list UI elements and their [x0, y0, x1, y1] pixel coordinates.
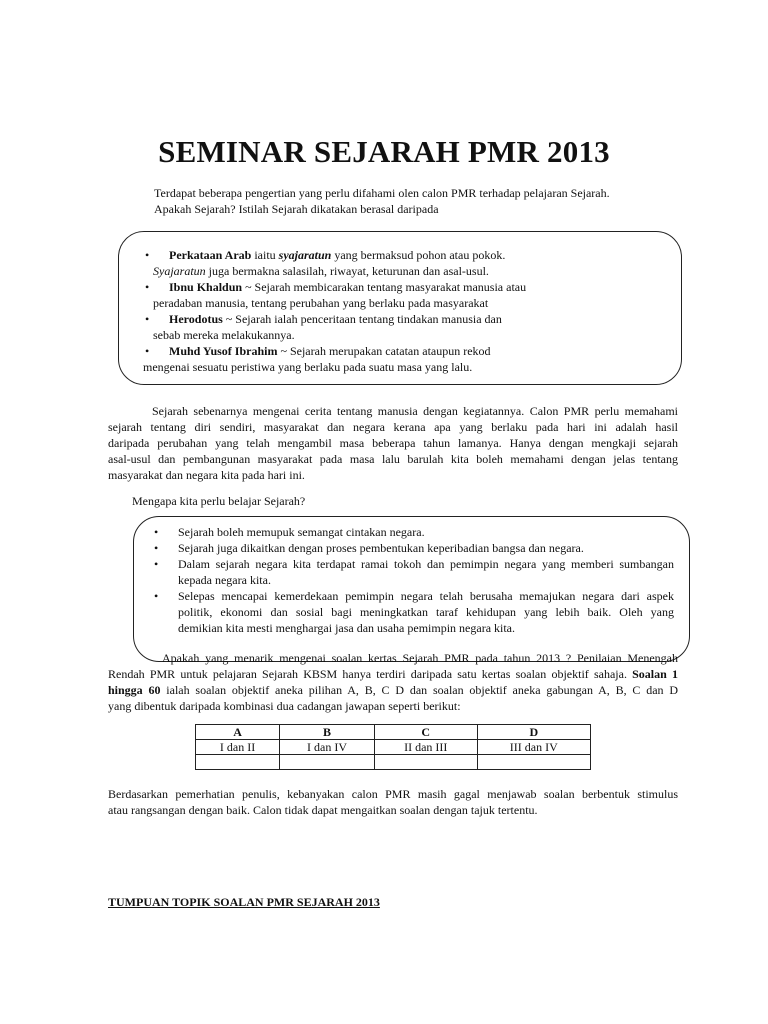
paragraph-line: yang dibentuk daripada kombinasi dua cadangan jawapan seperti berikut: [108, 699, 461, 713]
paragraph-line: sejarah tentang diri sendiri, masyarakat dan negara kerana apa yang berlaku pada hari ini adalah hasil [108, 420, 678, 434]
table-header-row [196, 725, 591, 740]
table-cell: I dan IV [280, 740, 375, 755]
definition-continuation: sebab mereka melakukannya. [153, 328, 295, 342]
paragraph-line: daripada perubahan yang telah mengambil masa beberapa tahun lamanya. Hanya dengan mengkaji sejarah [108, 436, 678, 450]
table-cell: III dan IV [477, 740, 590, 755]
paragraph-line: Apakah yang menarik mengenai soalan kertas Sejarah PMR pada tahun 2013 ? Penilaian Menengah [162, 651, 678, 665]
body-paragraph [108, 650, 678, 714]
body-paragraph [108, 403, 678, 483]
definition-term: Ibnu Khaldun [169, 280, 243, 294]
intro-line: Apakah Sejarah? Istilah Sejarah dikatakan berasal daripada [154, 202, 439, 216]
table-row [196, 755, 591, 770]
answer-combination-table [195, 724, 591, 770]
definition-continuation: Syajaratun juga bermakna salasilah, riwayat, keturunan dan asal-usul. [153, 264, 489, 278]
table-header-cell: D [477, 725, 590, 740]
paragraph-line: hingga 60 ialah soalan objektif aneka pilihan A, B, C D dan soalan objektif aneka gabungan A, B, C dan D [108, 683, 679, 697]
table-cell [196, 755, 280, 770]
definition-term: Herodotus [169, 312, 223, 326]
reason-continuation: demikian kita mesti menghargai jasa dan usaha pemimpin negara kita. [178, 621, 516, 635]
paragraph-line: atau rangsangan dengan baik. Calon tidak dapat mengaitkan soalan dengan tajuk tertentu. [108, 803, 538, 817]
bullet-icon: • [145, 344, 150, 358]
definition-keyword: syajaratun [278, 248, 332, 262]
table-header-cell: B [280, 725, 375, 740]
question-text: Mengapa kita perlu belajar Sejarah? [132, 494, 306, 508]
table-cell: II dan III [374, 740, 477, 755]
table-header-cell: A [196, 725, 280, 740]
paragraph-line: Berdasarkan pemerhatian penulis, kebanyakan calon PMR masih gagal menjawab soalan berbentuk stimulus [108, 787, 678, 801]
bullet-icon: • [145, 248, 150, 262]
section-heading: TUMPUAN TOPIK SOALAN PMR SEJARAH 2013 [108, 895, 380, 909]
page-title: SEMINAR SEJARAH PMR 2013 [158, 134, 610, 169]
definition-term: Perkataan Arab [169, 248, 252, 262]
definition-continuation: mengenai sesuatu peristiwa yang berlaku pada suatu masa yang lalu. [143, 360, 473, 374]
intro-line: Terdapat beberapa pengertian yang perlu difahami olen calon PMR terhadap pelajaran Sejarah. [154, 186, 610, 200]
reasons-box: • Sejarah boleh memupuk semangat cintakan negara. • Sejarah juga dikaitkan dengan proses pembentukan keperibadian bangsa dan negara. • Dalam sejarah negara kita terdapat ramai tokoh dan pemimpin negara yang memberi sumbangan kepada negara kita. • Selepas mencapai kemerdekaan pemimpin negara telah berusaha memajukan negara dari aspek politik, ekonomi dan sosial bagi meningkatkan taraf kehidupan yang lebih baik. Oleh yang demikian kita mesti menghargai jasa dan usaha pemimpin negara kita. [133, 516, 690, 662]
table-cell [374, 755, 477, 770]
paragraph-line: Rendah PMR untuk pelajaran Sejarah KBSM hanya terdiri daripada satu kertas soalan objektif sahaja. Soalan 1 [108, 667, 678, 681]
bullet-icon: • [145, 280, 150, 294]
definition-continuation: peradaban manusia, tentang perubahan yang berlaku pada masyarakat [153, 296, 489, 310]
paragraph-line: masyarakat dan negara kita pada hari ini. [108, 468, 305, 482]
bullet-icon: • [154, 525, 159, 539]
table-row [196, 740, 591, 755]
bullet-icon: • [154, 541, 159, 555]
reason-continuation: kepada negara kita. [178, 573, 271, 587]
bullet-icon: • [145, 312, 150, 326]
body-paragraph [108, 786, 678, 818]
paragraph-line: asal-usul dan pembangunan masyarakat pada masa lalu barulah kita boleh memahami dengan jelas tentang [108, 452, 678, 466]
table-cell: I dan II [196, 740, 280, 755]
table-header-cell: C [374, 725, 477, 740]
bullet-icon: • [154, 557, 159, 571]
table-cell [477, 755, 590, 770]
paragraph-line: Sejarah sebenarnya mengenai cerita tentang manusia dengan kegiatannya. Calon PMR perlu memahami [152, 404, 678, 418]
reason-continuation: politik, ekonomi dan sosial bagi meningkatkan taraf kehidupan yang lebih baik. Oleh yang [178, 605, 674, 619]
definition-term: Muhd Yusof Ibrahim [169, 344, 278, 358]
intro-paragraph [154, 185, 694, 217]
definitions-box: • Perkataan Arab iaitu syajaratun yang bermaksud pohon atau pokok. Syajaratun juga bermakna salasilah, riwayat, keturunan dan asal-usul. • Ibnu Khaldun ~ Sejarah membicarakan tentang masyarakat manusia atau peradaban manusia, tentang perubahan yang berlaku pada masyarakat • Herodotus ~ Sejarah ialah penceritaan tentang tindakan manusia dan sebab mereka melakukannya. • Muhd Yusof Ibrahim ~ Sejarah merupakan catatan ataupun rekod mengenai sesuatu peristiwa yang berlaku pada suatu masa yang lalu. [118, 231, 682, 385]
bullet-icon: • [154, 589, 159, 603]
table-cell [280, 755, 375, 770]
